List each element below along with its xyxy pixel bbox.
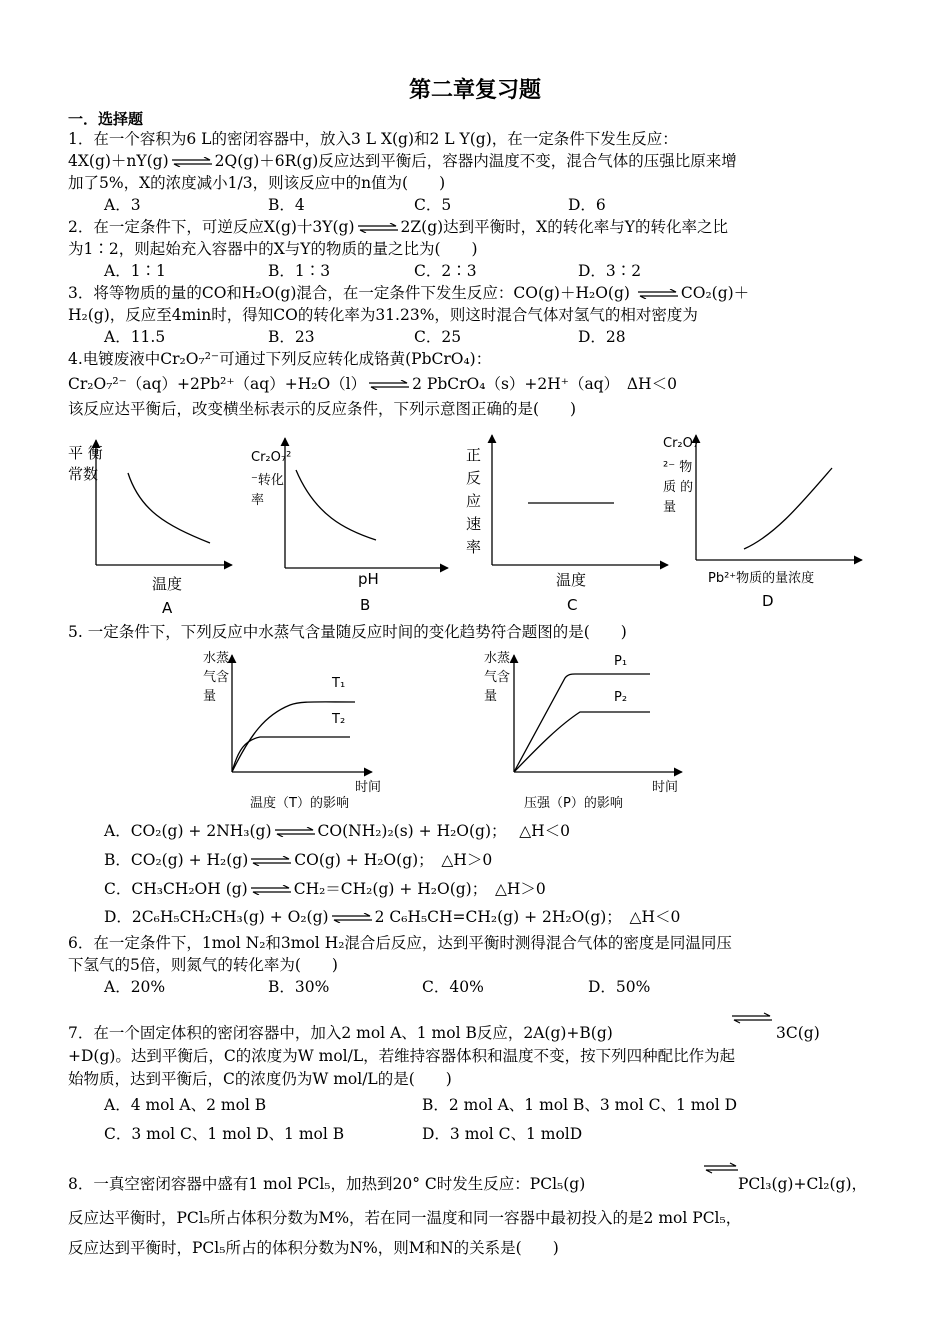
label-t1: T₁ [332,676,346,691]
graph-a-ylabel-2: 常数 [68,465,99,483]
q6-option-d[interactable]: D．50% [588,978,651,996]
q2-option-c[interactable]: C．2∶3 [414,262,477,280]
q6-option-b[interactable]: B．30% [268,978,330,996]
q1-option-c[interactable]: C．5 [414,196,452,214]
q5-line1: 5. 一定条件下，下列反应中水蒸气含量随反应时间的变化趋势符合题图的是( ) [68,623,627,641]
graph-c-tag: C [567,596,578,614]
q4-line1: 4.电镀废液中Cr₂O₇²⁻可通过下列反应转化成铬黄(PbCrO₄)： [68,350,492,368]
q3-option-b[interactable]: B．23 [268,328,315,346]
graph-t-ylabel-3: 量 [203,689,217,704]
q7-option-d[interactable]: D．3 mol C、1 molD [422,1125,583,1143]
q8-line1: 8．一真空密闭容器中盛有1 mol PCl₅，加热到20° C时发生反应：PCl₅(g) [68,1175,586,1193]
q5-option-c[interactable]: C．CH₃CH₂OH (g) CH₂＝CH₂(g) + H₂O(g)； △H＞0 [104,880,546,898]
q8-line1-end: PCl₃(g)+Cl₂(g)， [738,1175,868,1193]
q2-option-b[interactable]: B．1∶3 [268,262,331,280]
q3-line2: H₂(g)，反应至4min时，得知CO的转化率为31.23%，则这时混合气体对氢气的相对密度为 [68,306,698,324]
graph-b-ylabel-2: ⁻转化 [251,473,284,488]
q5-option-a[interactable]: A．CO₂(g) + 2NH₃(g) CO(NH₂)₂(s) + H₂O(g)； △H＜0 [104,822,571,840]
graph-a-xlabel: 温度 [152,575,183,593]
graph-t-ylabel-2: 气含 [203,670,230,685]
q4-line2: Cr₂O₇²⁻（aq）+2Pb²⁺（aq）+H₂O（l） 2 PbCrO₄（s）+2H⁺（aq） ΔH＜0 [68,375,677,393]
label-p1: P₁ [614,654,628,669]
graph-d-ylabel-4: 量 [663,500,677,515]
graph-p-ylabel-2: 气含 [484,670,511,685]
q6-option-c[interactable]: C．40% [422,978,484,996]
q5-option-b[interactable]: B．CO₂(g) + H₂(g) CO(g) + H₂O(g)； △H＞0 [104,851,493,869]
q2-option-a[interactable]: A．1∶1 [104,262,166,280]
graph-c-ylabel-4: 速 [466,515,482,533]
graph-p-ylabel-3: 量 [484,689,498,704]
graph-d-ylabel-2: ²⁻ 物 [663,460,693,475]
q2-line1: 2．在一定条件下，可逆反应X(g)十3Y(g) 2Z(g)达到平衡时，X的转化率与Y的转化率之比 [68,218,728,236]
q7-option-a[interactable]: A．4 mol A、2 mol B [104,1096,267,1114]
q1-option-b[interactable]: B．4 [268,196,305,214]
q1-products: 2Q(g)＋6R(g)反应达到平衡后，容器内温度不变，混合气体的压强比原来增 [214,152,737,170]
q3-line1: 3．将等物质的量的CO和H₂O(g)混合，在一定条件下发生反应：CO(g)＋H₂O(g) CO₂(g)＋ [68,284,750,302]
graph-c-ylabel-5: 率 [466,538,482,556]
q1-option-d[interactable]: D．6 [568,196,606,214]
graph-a-tag: A [162,599,173,617]
q7-option-b[interactable]: B．2 mol A、1 mol B、3 mol C、1 mol D [422,1096,738,1114]
graph-d-xlabel: Pb²⁺物质的量浓度 [708,571,815,586]
graph-c-xlabel: 温度 [556,571,587,589]
q7-line1: 7．在一个固定体积的密闭容器中，加入2 mol A、1 mol B反应，2A(g)+B(g) [68,1024,613,1042]
q7-option-c[interactable]: C．3 mol C、1 mol D、1 mol B [104,1125,345,1143]
q6-option-a[interactable]: A．20% [104,978,166,996]
q1-option-a[interactable]: A．3 [104,196,141,214]
graph-b-tag: B [360,596,371,614]
label-p2: P₂ [614,690,628,705]
q3-option-c[interactable]: C．25 [414,328,462,346]
q1-line3: 加了5%，X的浓度减小1/3，则该反应中的n值为( ) [68,174,446,192]
q2-option-d[interactable]: D．3∶2 [578,262,642,280]
q1-line1: 1．在一个容积为6 L的密闭容器中，放入3 L X(g)和2 L Y(g)，在一定条件下发生反应： [68,130,678,148]
graph-b-xlabel: pH [358,570,379,588]
q7-line1-end: 3C(g) [776,1024,820,1042]
graph-a-ylabel: 平 衡 [68,444,103,462]
graph-d-tag: D [762,592,774,610]
graph-b-ylabel-3: 率 [251,493,265,508]
q7-line2: +D(g)。达到平衡后，C的浓度为W mol/L，若维持容器体积和温度不变，按下列四种配比作为起 [68,1047,736,1065]
graph-p-ylabel-1: 水蒸 [484,651,511,666]
q1-reactants: 4X(g)＋nY(g) [68,152,169,170]
q6-line1: 6．在一定条件下，1mol N₂和3mol H₂混合后反应，达到平衡时测得混合气体的密度是同温同压 [68,934,732,952]
graph-t-xlabel: 时间 [355,780,382,795]
q6-line2: 下氢气的5倍，则氮气的转化率为( ) [68,956,338,974]
graph-b-ylabel: Cr₂O₇² [251,450,292,465]
q2-line2: 为1∶2，则起始充入容器中的X与Y的物质的量之比为( ) [68,240,478,258]
q3-option-d[interactable]: D．28 [578,328,626,346]
q3-option-a[interactable]: A．11.5 [104,328,166,346]
graph-c-ylabel-2: 反 [466,469,482,487]
q5-option-d[interactable]: D．2C₆H₅CH₂CH₃(g) + O₂(g) 2 C₆H₅CH=CH₂(g) + 2H₂O(g)； △H＜0 [104,908,681,926]
q7-line3: 始物质，达到平衡后，C的浓度仍为W mol/L的是( ) [68,1070,452,1088]
page-title: 第二章复习题 [408,78,541,103]
graph-c-ylabel-1: 正 [466,446,482,464]
q4-line3: 该反应达平衡后，改变横坐标表示的反应条件，下列示意图正确的是( ) [68,400,577,418]
graph-p-xlabel: 时间 [652,780,679,795]
graph-t-ylabel-1: 水蒸 [203,651,230,666]
graph-d-ylabel: Cr₂O₇ [663,436,699,451]
graph-p-caption: 压强（P）的影响 [524,796,623,811]
graph-d-ylabel-3: 质 的 [663,480,694,495]
graph-c-ylabel-3: 应 [466,492,482,510]
q8-line2: 反应达平衡时，PCl₅所占体积分数为M%，若在同一温度和同一容器中最初投入的是2 mol PCl₅， [68,1209,742,1227]
label-t2: T₂ [332,712,346,727]
q8-line3: 反应达到平衡时，PCl₅所占的体积分数为N%，则M和N的关系是( ) [68,1239,559,1257]
graph-t-caption: 温度（T）的影响 [250,796,349,811]
section-heading: 一．选择题 [68,110,144,128]
